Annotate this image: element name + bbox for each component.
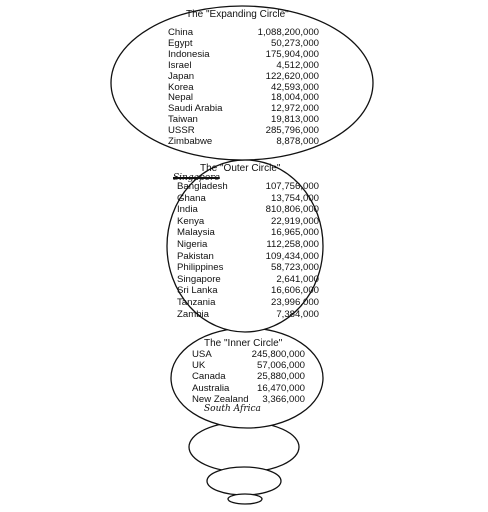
country-name: Pakistan (177, 250, 214, 262)
population-value: 22,919,000 (270, 215, 319, 227)
population-value: 7,384,000 (276, 308, 319, 320)
country-name: Saudi Arabia (168, 103, 223, 115)
population-value: 3,366,000 (262, 393, 305, 405)
country-name: Zambia (177, 308, 209, 320)
country-name: Malaysia (177, 227, 215, 239)
population-value: 112,258,000 (266, 239, 319, 250)
population-value: 12,972,000 (270, 103, 319, 115)
country-name: Ghana (177, 192, 206, 204)
country-name: Bangladesh (177, 181, 228, 192)
population-value: 50,273,000 (270, 37, 319, 49)
population-value: 285,796,000 (265, 125, 319, 137)
population-value: 57,006,000 (256, 360, 305, 372)
country-name: Egypt (168, 37, 193, 49)
country-name: USSR (168, 125, 195, 137)
population-value: 8,878,000 (276, 136, 319, 147)
inner-circle-title: The "Inner Circle" (204, 338, 283, 349)
population-value: 19,813,000 (270, 114, 319, 126)
country-name: New Zealand (192, 393, 249, 405)
country-name: China (168, 27, 194, 38)
country-name: Kenya (177, 215, 205, 227)
country-name: Singapore (177, 273, 221, 285)
expanding-circle (111, 6, 373, 160)
inner-circle-handwritten-note: South Africa (204, 404, 261, 414)
country-name: Indonesia (168, 48, 210, 60)
country-name: Nepal (168, 92, 194, 104)
population-value: 16,606,000 (270, 285, 319, 297)
country-name: Japan (168, 70, 195, 82)
population-value: 810,806,000 (265, 204, 319, 216)
country-name: India (177, 204, 198, 216)
population-value: 1,088,200,000 (257, 27, 319, 38)
population-value: 4,512,000 (276, 59, 319, 71)
country-name: Sri Lanka (177, 285, 218, 297)
population-value: 25,880,000 (256, 371, 305, 383)
population-value: 107,756,000 (265, 181, 319, 192)
outer-circle-title: The "Outer Circle" (200, 163, 281, 174)
country-name: Philippines (177, 262, 224, 274)
country-name: Tanzania (177, 297, 216, 308)
population-value: 16,965,000 (270, 227, 319, 239)
trailing-circle-3 (228, 494, 262, 504)
population-value: 58,723,000 (270, 262, 319, 274)
population-value: 13,754,000 (270, 192, 319, 204)
country-name: Canada (192, 371, 226, 383)
country-name: Nigeria (177, 239, 208, 250)
country-name: Taiwan (168, 114, 198, 126)
trailing-circle-2 (207, 467, 281, 495)
population-value: 175,904,000 (265, 48, 319, 60)
trailing-circle-1 (189, 422, 299, 472)
population-value: 42,593,000 (270, 81, 319, 93)
country-name: Korea (168, 81, 194, 93)
population-value: 16,470,000 (256, 382, 305, 394)
outer-circle-handwritten-note: Singapore (173, 173, 220, 183)
population-value: 18,004,000 (270, 92, 319, 104)
country-name: UK (192, 360, 206, 372)
expanding-circle-title: The "Expanding Circle" (186, 9, 289, 20)
population-value: 23,996,000 (270, 297, 319, 308)
country-name: Zimbabwe (168, 136, 213, 147)
country-name: Israel (168, 59, 192, 71)
population-value: 2,641,000 (276, 273, 319, 285)
population-value: 109,434,000 (265, 250, 319, 262)
population-value: 122,620,000 (265, 70, 319, 82)
population-value: 245,800,000 (251, 349, 305, 360)
country-name: USA (192, 349, 212, 360)
country-name: Australia (192, 382, 230, 394)
